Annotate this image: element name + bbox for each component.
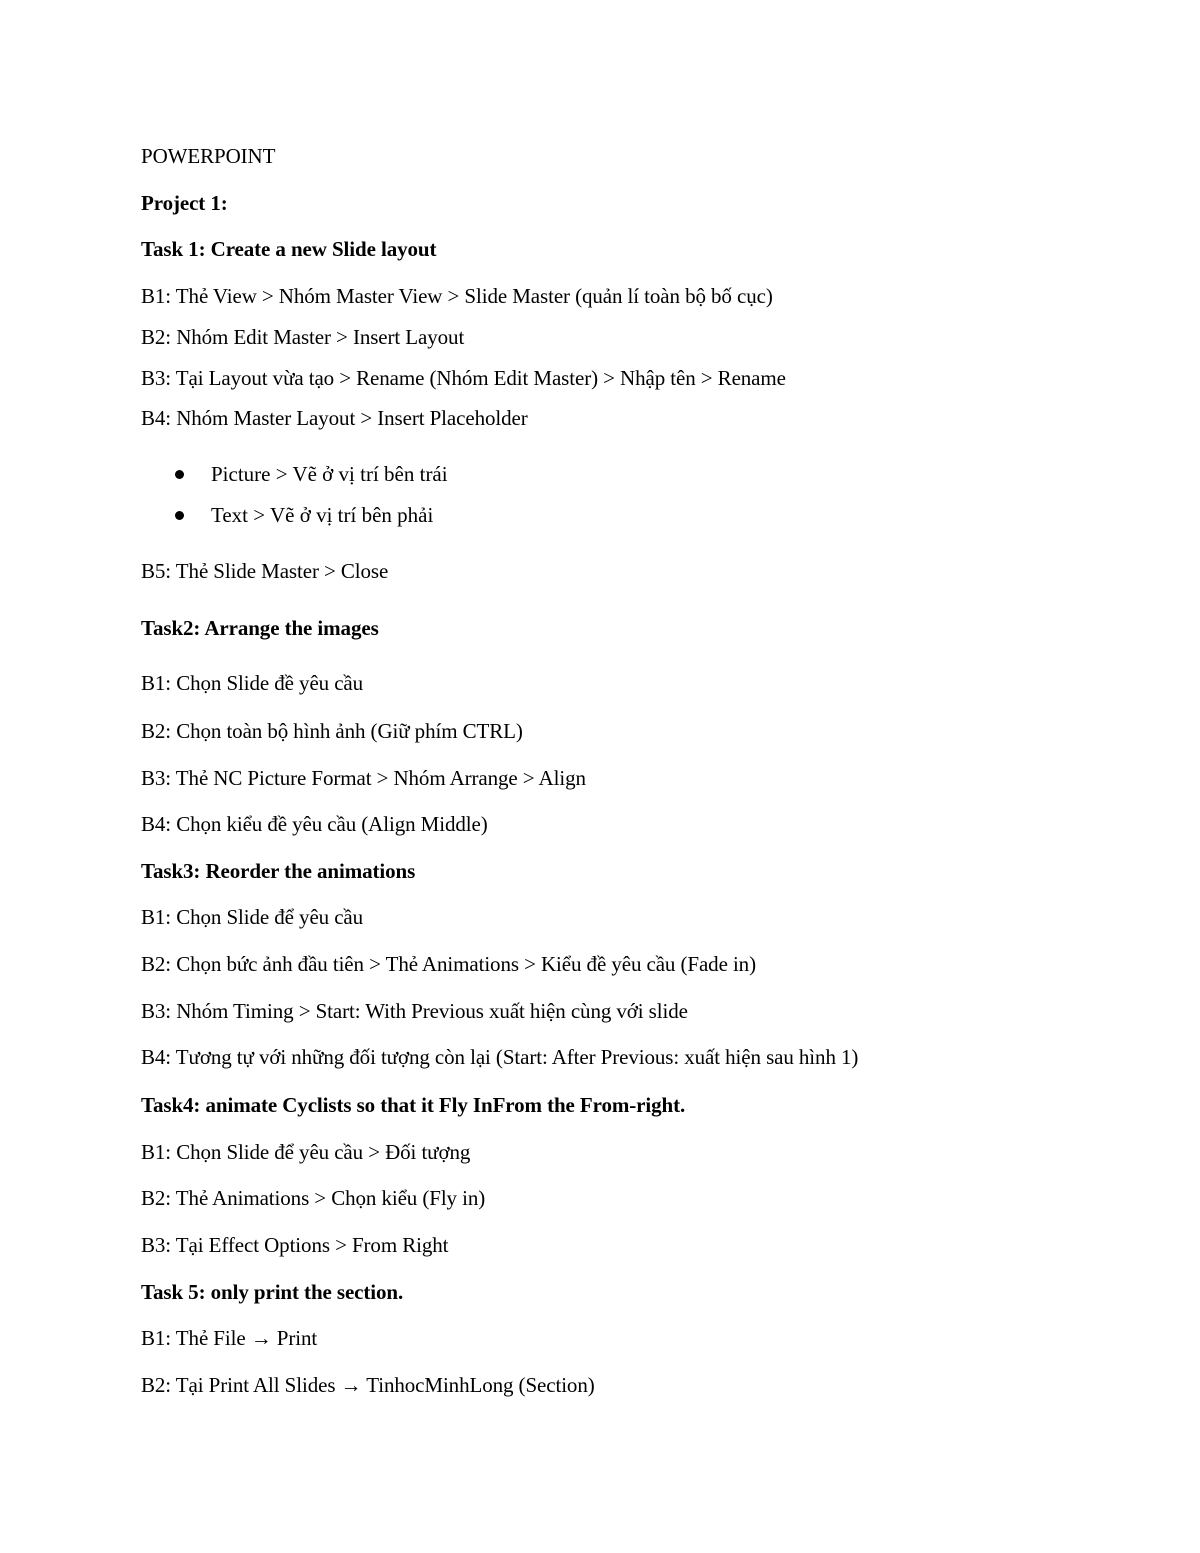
- task4-step-2: B2: Thẻ Animations > Chọn kiểu (Fly in): [141, 1186, 486, 1210]
- document-title: POWERPOINT: [141, 144, 276, 168]
- task4-step-3: B3: Tại Effect Options > From Right: [141, 1233, 449, 1257]
- task1-step-4: B4: Nhóm Master Layout > Insert Placeholder: [141, 406, 528, 430]
- task1-step-2: B2: Nhóm Edit Master > Insert Layout: [141, 325, 465, 349]
- bullet-icon: [175, 511, 184, 520]
- task4-step-1: B1: Chọn Slide để yêu cầu > Đối tượng: [141, 1140, 471, 1164]
- task3-step-2: B2: Chọn bức ảnh đầu tiên > Thẻ Animations > Kiểu đề yêu cầu (Fade in): [141, 952, 756, 976]
- task3-step-3: B3: Nhóm Timing > Start: With Previous xuất hiện cùng với slide: [141, 999, 688, 1023]
- task1-step-1: B1: Thẻ View > Nhóm Master View > Slide Master (quản lí toàn bộ bố cục): [141, 284, 773, 308]
- task2-step-3: B3: Thẻ NC Picture Format > Nhóm Arrange > Align: [141, 766, 586, 790]
- task2-step-2: B2: Chọn toàn bộ hình ảnh (Giữ phím CTRL): [141, 719, 523, 743]
- task5-step-2: B2: Tại Print All Slides → TinhocMinhLong (Section): [141, 1373, 595, 1397]
- task3-heading: Task3: Reorder the animations: [141, 859, 416, 883]
- task1-bullet-2-text: Text > Vẽ ở vị trí bên phải: [211, 503, 434, 527]
- task1-heading: Task 1: Create a new Slide layout: [141, 237, 437, 261]
- task1-step-3: B3: Tại Layout vừa tạo > Rename (Nhóm Edit Master) > Nhập tên > Rename: [141, 366, 786, 390]
- bullet-icon: [175, 470, 184, 479]
- task1-step-5: B5: Thẻ Slide Master > Close: [141, 559, 389, 583]
- task5-step-1: B1: Thẻ File → Print: [141, 1326, 318, 1350]
- task3-step-1: B1: Chọn Slide để yêu cầu: [141, 905, 364, 929]
- task1-bullet-1-text: Picture > Vẽ ở vị trí bên trái: [211, 462, 448, 486]
- task5-heading: Task 5: only print the section.: [141, 1280, 404, 1304]
- task4-heading: Task4: animate Cyclists so that it Fly InFrom the From-right.: [141, 1093, 686, 1117]
- task2-step-4: B4: Chọn kiểu đề yêu cầu (Align Middle): [141, 812, 488, 836]
- task3-step-4: B4: Tương tự với những đối tượng còn lại (Start: After Previous: xuất hiện sau hình 1): [141, 1045, 859, 1069]
- task2-heading: Task2: Arrange the images: [141, 616, 379, 640]
- task2-step-1: B1: Chọn Slide đề yêu cầu: [141, 671, 364, 695]
- project-heading: Project 1:: [141, 191, 228, 215]
